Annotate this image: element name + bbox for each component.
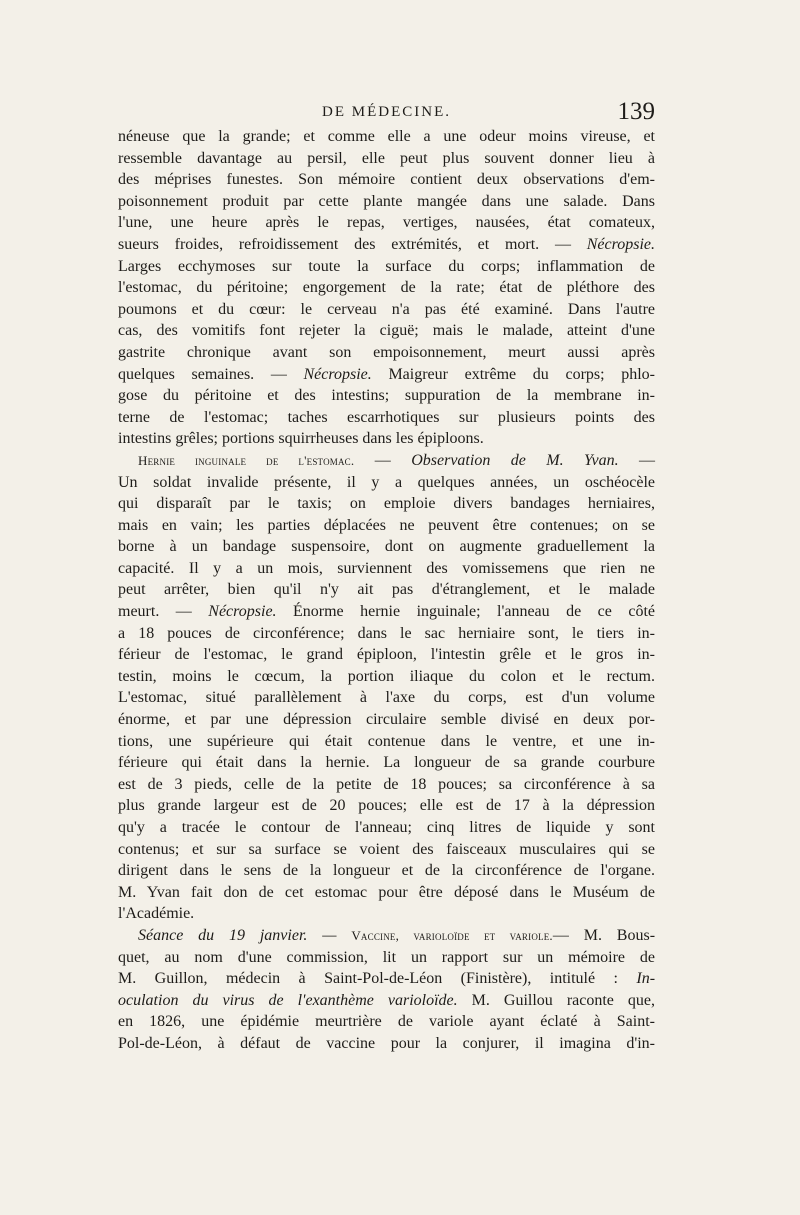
text-line: Pol-de-Léon, à défaut de vaccine pour la conjurer, il imagina d'in- xyxy=(118,1034,655,1052)
text-line: quet, au nom d'une commission, lit un rapport sur un mémoire de xyxy=(118,948,655,966)
text-line: est de 3 pieds, celle de la petite de 18 pouces; sa circonférence à sa xyxy=(118,775,655,793)
text-line: énorme, et par une dépression circulaire semble divisé en deux por- xyxy=(118,711,655,729)
text-line: M. Yvan fait don de cet estomac pour être déposé dans le Muséum de xyxy=(118,883,655,901)
italic-term: Nécropsie. xyxy=(303,365,372,383)
text-line: l'estomac, du péritoine; engorgement de la rate; état de pléthore des xyxy=(118,279,655,297)
text-line: dirigent dans le sens de la longueur et de la circonférence de l'organe. xyxy=(118,862,655,880)
running-title: DE MÉDECINE. xyxy=(322,104,451,120)
text-line: meurt. — Nécropsie. Énorme hernie inguinale; l'anneau de ce côté xyxy=(118,603,655,621)
running-head xyxy=(118,100,655,126)
italic-term: oculation du virus de l'exanthème varioloïde. xyxy=(118,991,458,1009)
section-heading-line: Hernie inguinale de l'estomac. — Observation de M. Yvan. — xyxy=(138,451,656,469)
text-line: quelques semaines. — Nécropsie. Maigreur extrême du corps; phlo- xyxy=(118,365,655,383)
text-line: M. Guillon, médecin à Saint-Pol-de-Léon (Finistère), intitulé : In- xyxy=(118,970,656,988)
text-line: poisonnement produit par cette plante mangée dans une salade. Dans xyxy=(118,192,655,210)
text-line: L'estomac, situé parallèlement à l'axe du corps, est d'un volume xyxy=(118,689,655,707)
text-line: intestins grêles; portions squirrheuses dans les épiploons. xyxy=(118,430,484,448)
session-date: Séance du 19 janvier. — xyxy=(138,926,337,944)
text-line: poumons et du cœur: le cerveau n'a pas été examiné. Dans l'autre xyxy=(118,300,655,318)
text-line: terne de l'estomac; taches escarrhotiques sur plusieurs points des xyxy=(118,408,655,426)
text-line: peut arrêter, bien qu'il n'y ait pas d'étranglement, et le malade xyxy=(118,581,655,599)
italic-term: In- xyxy=(636,970,656,988)
text-line: ressemble davantage au persil, elle peut plus souvent donner lieu à xyxy=(118,149,655,167)
text-line: qui disparaît par le taxis; on emploie divers bandages herniaires, xyxy=(118,495,655,513)
text-line: néneuse que la grande; et comme elle a une odeur moins vireuse, et xyxy=(118,128,655,145)
text-line: gose du péritoine et des intestins; suppuration de la membrane in- xyxy=(118,387,655,405)
text-line: qu'y a tracée le contour de l'anneau; cinq litres de liquide y sont xyxy=(118,819,655,836)
text-line: férieure qui était dans la hernie. La longueur de sa grande courbure xyxy=(118,754,655,772)
italic-term: Observation de M. Yvan. xyxy=(411,451,619,469)
text-line: Larges ecchymoses sur toute la surface du corps; inflammation de xyxy=(118,257,655,275)
text-line: gastrite chronique avant son empoisonnement, meurt aussi après xyxy=(118,343,655,361)
text-line: oculation du virus de l'exanthème varioloïde. M. Guillou raconte que, xyxy=(118,991,656,1009)
text-line: tions, une supérieure qui était contenue dans le ventre, et une in- xyxy=(118,732,655,750)
section-heading: Vaccine, varioloïde et variole. xyxy=(351,927,553,943)
italic-term: Nécropsie. xyxy=(586,235,656,253)
text-line: capacité. Il y a un mois, surviennent des vomissemens que rien ne xyxy=(118,559,655,577)
text-line: contenus; et sur sa surface se voient des faisceaux musculaires qui se xyxy=(118,840,655,858)
text-line: mais en vain; les parties déplacées ne peuvent être contenues; on se xyxy=(118,516,655,534)
text-line: a 18 pouces de circonférence; dans le sac herniaire sont, le tiers in- xyxy=(118,624,655,642)
page-number: 139 xyxy=(617,98,655,125)
section-heading: Hernie inguinale de l'estomac. xyxy=(138,452,355,468)
text-line: sueurs froides, refroidissement des extrémités, et mort. — Nécropsie. xyxy=(118,235,656,253)
text-line: l'Académie. xyxy=(118,905,195,923)
text-line: l'une, une heure après le repas, vertiges, nausées, état comateux, xyxy=(118,214,655,232)
text-line: en 1826, une épidémie meurtrière de variole ayant éclaté à Saint- xyxy=(118,1013,655,1031)
text-line: plus grande largeur est de 20 pouces; elle est de 17 à la dépression xyxy=(118,797,655,815)
body-text xyxy=(118,126,655,1055)
text-line: des méprises funestes. Son mémoire contient deux observations d'em- xyxy=(118,171,655,189)
text-line: cas, des vomitifs font rejeter la ciguë; mais le malade, atteint d'une xyxy=(118,322,655,340)
text-line: testin, moins le cœcum, la portion iliaque du colon et le rectum. xyxy=(118,667,655,685)
italic-term: Nécropsie. xyxy=(208,603,277,621)
text-line: férieur de l'estomac, le grand épiploon, l'intestin grêle et le gros in- xyxy=(118,646,655,664)
section-heading-line: Séance du 19 janvier. — Vaccine, varioloïde et variole.— M. Bous- xyxy=(138,926,656,944)
text-line: Un soldat invalide présente, il y a quelques années, un oschéocèle xyxy=(118,473,655,491)
text-line: borne à un bandage suspensoire, dont on augmente graduellement la xyxy=(118,538,655,556)
